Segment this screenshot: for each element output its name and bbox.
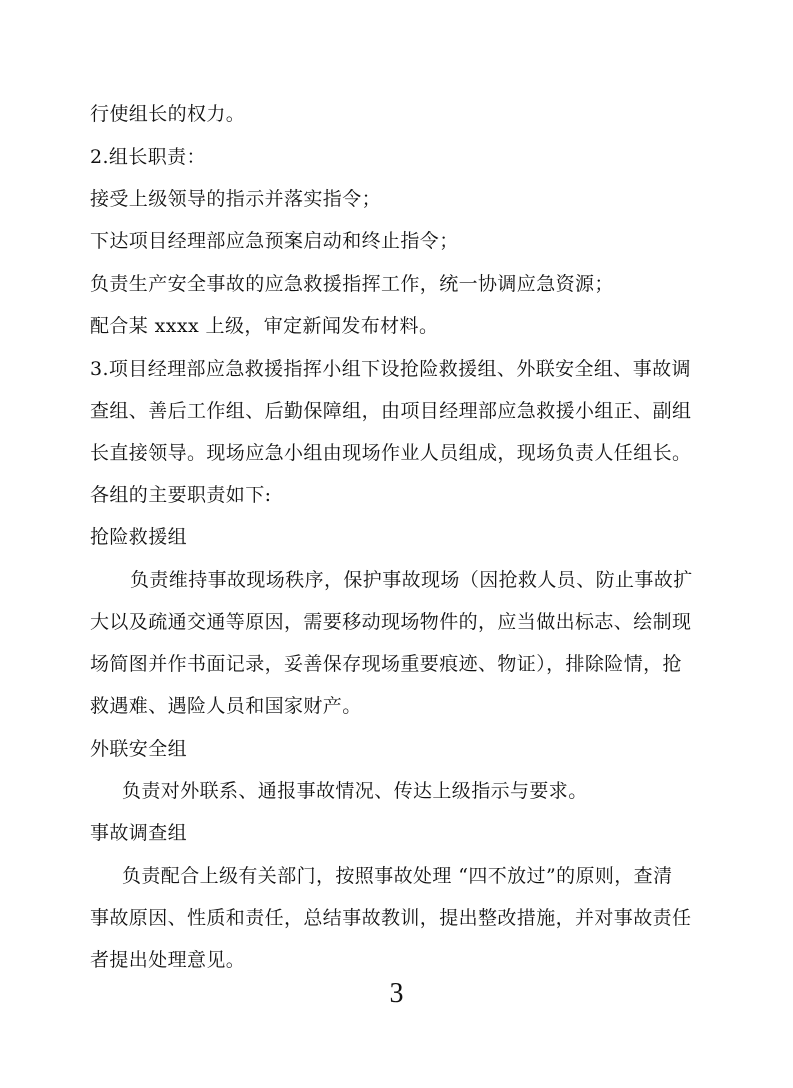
section-heading: 2.组长职责： — [90, 146, 206, 168]
subsection-heading: 事故调查组 — [90, 822, 188, 844]
page-number: 3 — [389, 978, 404, 1009]
section-heading: 3.项目经理部应急救援指挥小组下设抢险救援组、外联安全组、事故调 — [90, 358, 691, 380]
subsection-heading: 抢险救援组 — [90, 526, 188, 548]
text-line: 场简图并作书面记录，妥善保存现场重要痕迹、物证），排除险情，抢 — [90, 653, 682, 675]
subsection-heading: 外联安全组 — [90, 738, 188, 760]
text-line: 负责维持事故现场秩序，保护事故现场（因抢救人员、防止事故扩 — [130, 569, 693, 591]
text-line: 接受上级领导的指示并落实指令； — [90, 188, 382, 210]
text-line: 负责配合上级有关部门，按照事故处理 “四不放过”的原则，查清 — [122, 865, 673, 887]
text-line: 大以及疏通交通等原因，需要移动现场物件的，应当做出标志、绘制现 — [90, 611, 692, 633]
text-line: 各组的主要职责如下: — [90, 484, 272, 506]
text-line: 行使组长的权力。 — [90, 103, 246, 125]
text-line: 事故原因、性质和责任，总结事故教训，提出整改措施，并对事故责任 — [90, 907, 692, 929]
text-line: 配合某 xxxx 上级，审定新闻发布材料。 — [90, 315, 439, 337]
text-line: 救遇难、遇险人员和国家财产。 — [90, 695, 362, 717]
text-line: 查组、善后工作组、后勤保障组，由项目经理部应急救援小组正、副组 — [90, 400, 692, 422]
text-line: 下达项目经理部应急预案启动和终止指令； — [90, 230, 459, 252]
text-line: 负责生产安全事故的应急救援指挥工作，统一协调应急资源； — [90, 273, 614, 295]
text-line: 者提出处理意见。 — [90, 949, 246, 971]
text-line: 长直接领导。现场应急小组由现场作业人员组成，现场负责人任组长。 — [90, 442, 692, 464]
text-line: 负责对外联系、通报事故情况、传达上级指示与要求。 — [122, 780, 588, 802]
